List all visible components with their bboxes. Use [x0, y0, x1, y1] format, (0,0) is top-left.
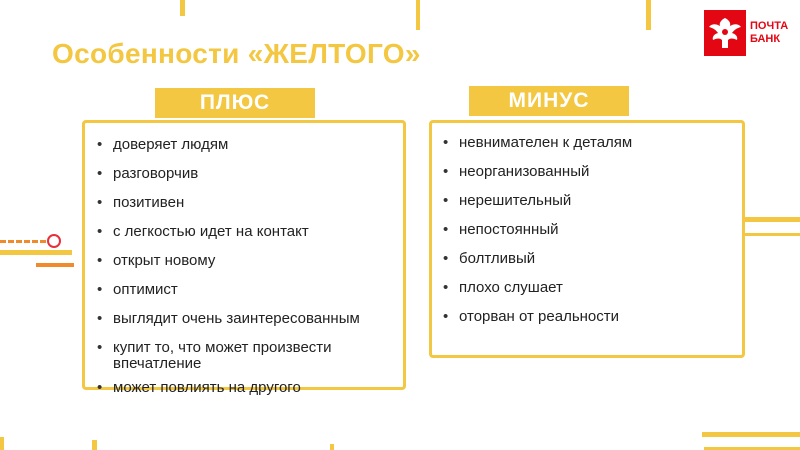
list-item: • с легкостью идет на контакт	[97, 224, 397, 253]
logo-text	[746, 10, 788, 56]
decor-stripe	[330, 444, 334, 450]
decor-stripe	[416, 0, 420, 30]
pros-list	[97, 137, 397, 409]
bank-logo	[704, 10, 788, 56]
list-item: • болтливый	[443, 251, 733, 280]
list-item: • нерешительный	[443, 193, 733, 222]
cons-list	[443, 135, 733, 338]
list-item: • оторван от реальности	[443, 309, 733, 338]
cons-label: МИНУС	[469, 86, 629, 116]
slide-title: Особенности «ЖЕЛТОГО»	[52, 38, 421, 69]
decor-circle-icon	[47, 234, 61, 248]
list-item: • разговорчив	[97, 166, 397, 195]
pros-label: ПЛЮС	[155, 88, 315, 118]
list-item: • невнимателен к деталям	[443, 135, 733, 164]
list-item: • неорганизованный	[443, 164, 733, 193]
list-item: • позитивен	[97, 195, 397, 224]
list-item: • купит то, что может произвести впечатление	[97, 340, 397, 380]
list-item: • может повлиять на другого	[97, 380, 397, 409]
decor-stripe	[0, 437, 4, 450]
decor-stripe	[92, 440, 97, 450]
eagle-emblem-icon	[704, 10, 746, 56]
decor-stripe	[180, 0, 185, 16]
list-item: • доверяет людям	[97, 137, 397, 166]
decor-stripe	[646, 0, 651, 30]
list-item: • открыт новому	[97, 253, 397, 282]
decor-stripe	[0, 250, 72, 255]
logo-line-1: ПОЧТА	[750, 20, 789, 32]
list-item: • плохо слушает	[443, 280, 733, 309]
list-item: • оптимист	[97, 282, 397, 311]
decor-dashed-line	[0, 240, 46, 243]
decor-stripe	[36, 263, 74, 267]
decor-stripe	[702, 432, 800, 437]
list-item: • выглядит очень заинтересованным	[97, 311, 397, 340]
logo-line-2: БАНК	[750, 33, 781, 45]
list-item: • непостоянный	[443, 222, 733, 251]
